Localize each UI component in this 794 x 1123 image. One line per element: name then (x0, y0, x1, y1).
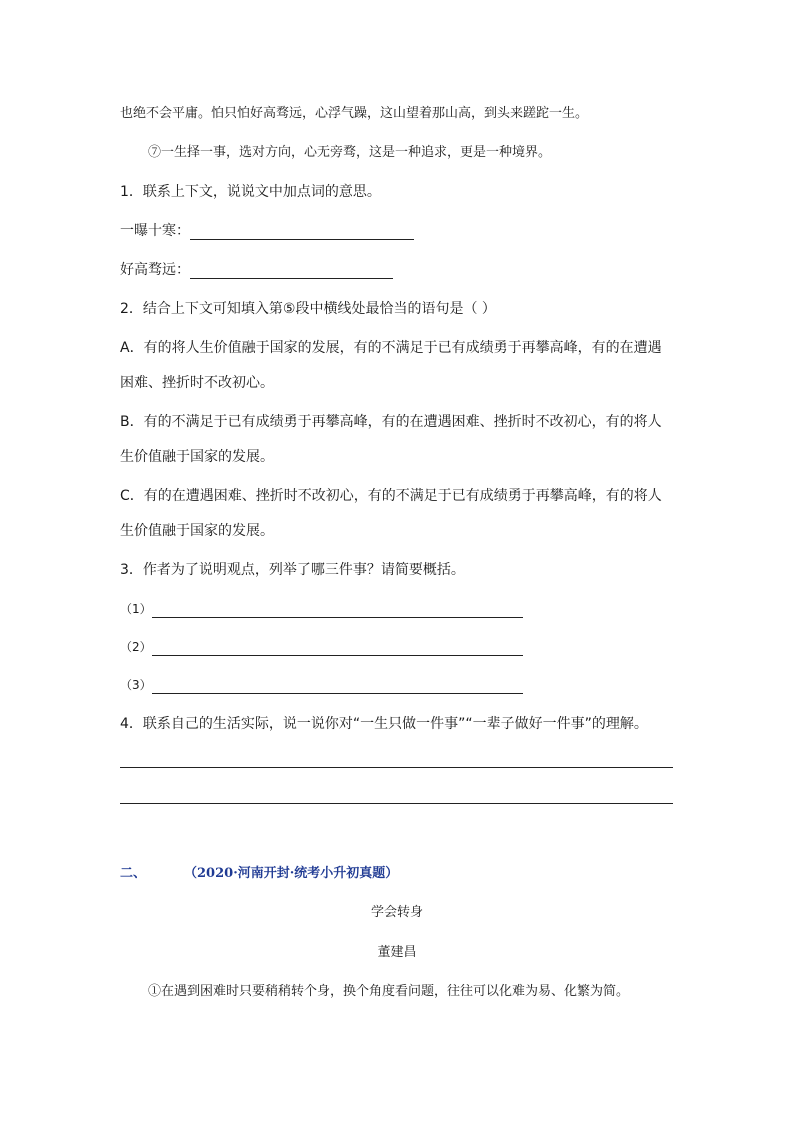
question-3-answer-2 (120, 638, 523, 656)
section-2-number: 二、 (120, 866, 147, 881)
answer-blank-1a[interactable] (190, 225, 414, 240)
answer-blank-3-3[interactable] (152, 679, 523, 694)
article-author: 董建昌 (377, 945, 417, 960)
option-a-line-1: A．有的将人生价值融于国家的发展，有的不满足于已有成绩勇于再攀高峰，有的在遭遇 (120, 340, 662, 356)
question-3-answer-1 (120, 600, 523, 618)
question-3-label-1: （1） (120, 602, 152, 616)
answer-blank-1b[interactable] (190, 264, 393, 279)
question-1-item-2-label: 好高骛远： (120, 262, 190, 278)
answer-blank-3-2[interactable] (152, 641, 523, 656)
option-c-line-2: 生价值融于国家的发展。 (120, 523, 274, 539)
question-4-prompt: 4．联系自己的生活实际，说一说你对“一生只做一件事”“一辈子做好一件事”的理解。 (120, 716, 648, 732)
question-1-item-2 (120, 261, 393, 279)
answer-blank-3-1[interactable] (152, 603, 523, 618)
article-paragraph-1: ①在遇到困难时只要稍稍转个身，换个角度看问题，往往可以化难为易、化繁为简。 (148, 984, 630, 999)
section-2-source: （2020·河南开封·统考小升初真题） (184, 866, 399, 881)
option-b-line-1: B．有的不满足于已有成绩勇于再攀高峰，有的在遭遇困难、挫折时不改初心，有的将人 (120, 414, 662, 430)
option-b-line-2: 生价值融于国家的发展。 (120, 449, 274, 465)
passage-paragraph-7: ⑦一生择一事，选对方向，心无旁骛，这是一种追求，更是一种境界。 (148, 145, 552, 160)
passage-paragraph-6-tail: 也绝不会平庸。怕只怕好高骛远，心浮气躁，这山望着那山高，到头来蹉跎一生。 (120, 106, 589, 121)
section-2-heading (120, 865, 398, 883)
article-title: 学会转身 (370, 905, 423, 920)
question-3-label-3: （3） (120, 678, 152, 692)
option-a-line-2: 困难、挫折时不改初心。 (120, 375, 274, 391)
option-c-line-1: C．有的在遭遇困难、挫折时不改初心，有的不满足于已有成绩勇于再攀高峰，有的将人 (120, 488, 662, 504)
question-1-prompt: 1．联系上下文，说说文中加点词的意思。 (120, 184, 381, 200)
question-1-item-1 (120, 222, 414, 240)
answer-line-4-2[interactable] (120, 803, 673, 804)
question-3-label-2: （2） (120, 640, 152, 654)
question-2-prompt: 2．结合上下文可知填入第⑤段中横线处最恰当的语句是（ ） (120, 301, 496, 317)
question-3-prompt: 3．作者为了说明观点，列举了哪三件事？请简要概括。 (120, 562, 465, 578)
question-3-answer-3 (120, 676, 523, 694)
answer-line-4-1[interactable] (120, 767, 673, 768)
question-1-item-1-label: 一曝十寒： (120, 223, 190, 239)
